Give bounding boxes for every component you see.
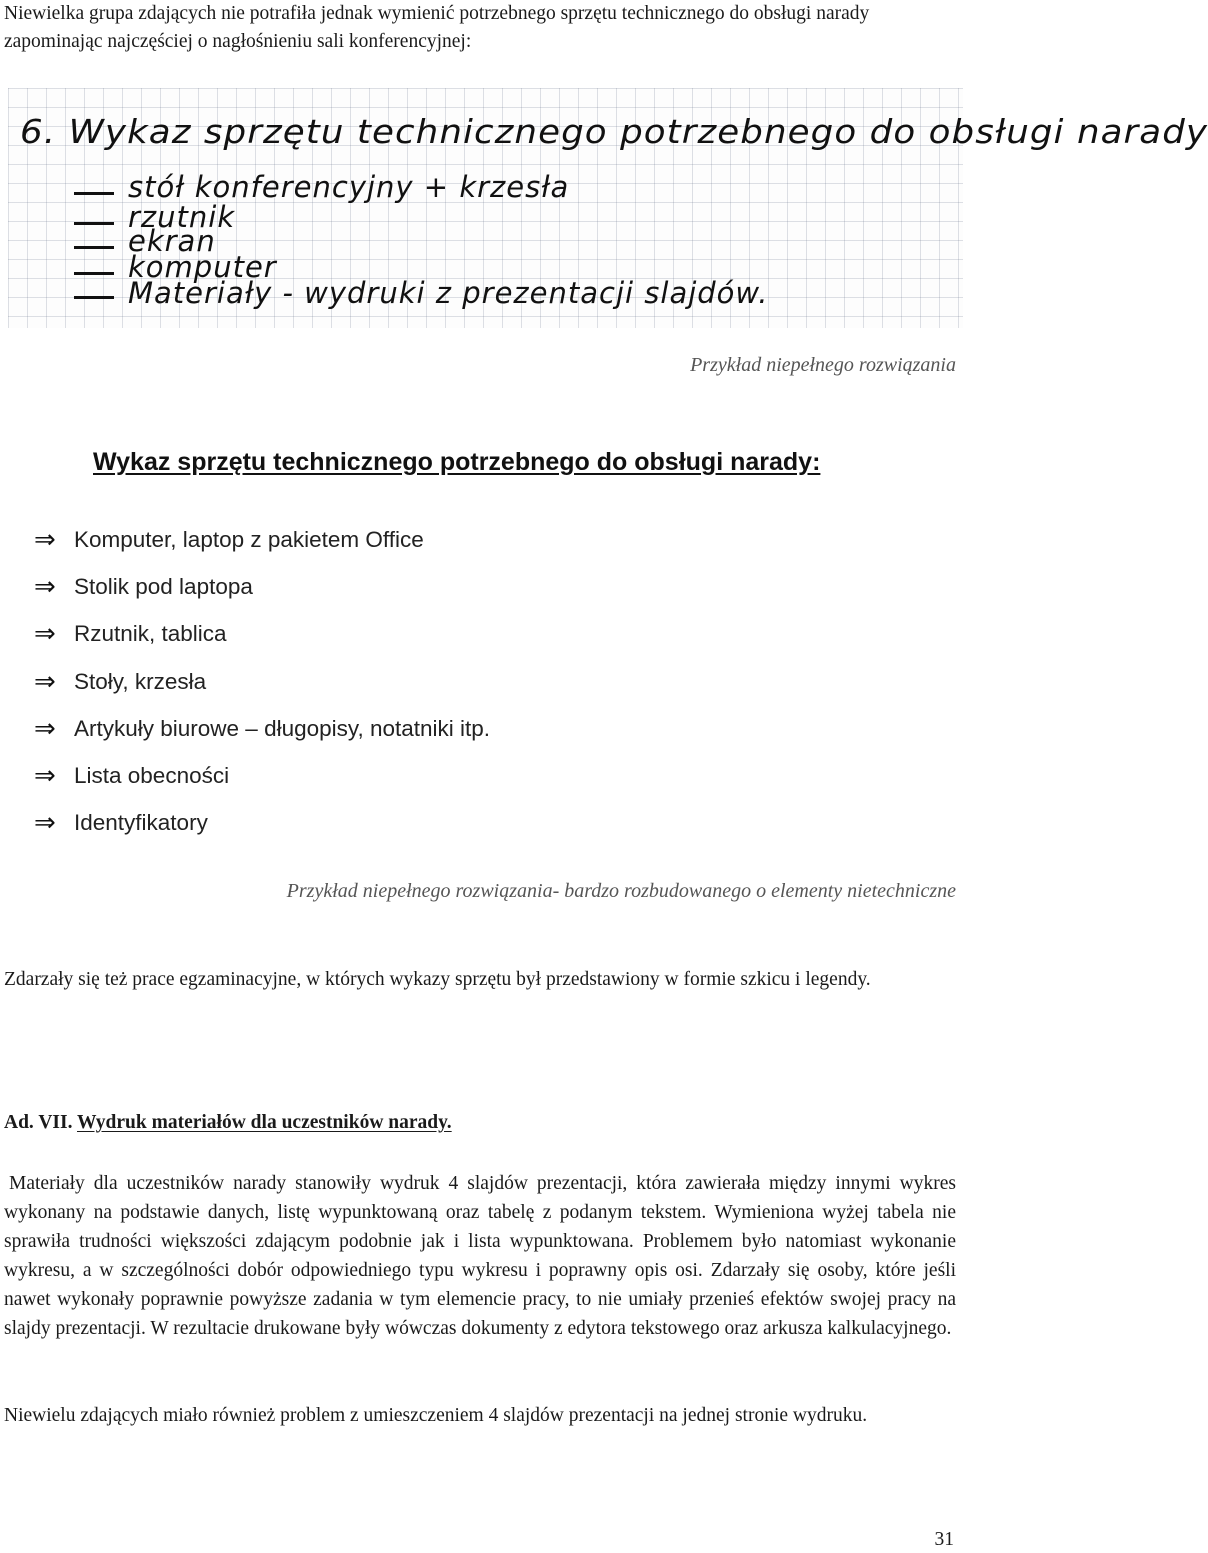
list-item [34,611,490,658]
caption-extended-solution: Przykład niepełnego rozwiązania- bardzo rozbudowanego o elementy nietechniczne [286,880,956,902]
paragraph-last: Niewielu zdających miało również problem z umieszczeniem 4 slajdów prezentacji na jednej stronie wydruku. [4,1405,868,1426]
handwritten-item: ekran [128,224,216,258]
handwritten-dash [74,272,114,275]
arrow-right-icon: ⇒ [34,571,56,602]
list-item [34,516,490,563]
handwritten-item: Materiały - wydruki z prezentacji slajdów. [128,276,769,310]
intro-paragraph: Niewielka grupa zdających nie potrafiła jednak wymienić potrzebnego sprzętu technicznego do obsługi narady zapominając najczęściej o nagłośnieniu sali konferencyjnej: [4,3,870,52]
handwritten-item: stół konferencyjny + krzesła [128,170,570,204]
arrow-right-icon: ⇒ [34,713,56,744]
page-number: 31 [934,1529,954,1550]
caption-incomplete-solution: Przykład niepełnego rozwiązania [690,354,956,376]
list-item-label: Identyfikatory [74,810,208,836]
list-item-label: Rzutnik, tablica [74,621,227,647]
list-item-label: Artykuły biurowe – długopisy, notatniki itp. [74,715,491,741]
list-item [34,563,490,610]
section-heading [4,1112,452,1134]
list-item-label: Stolik pod laptopa [74,573,253,599]
handwritten-dash [74,192,114,195]
section-heading-title: Wydruk materiałów dla uczestników narady. [77,1112,452,1133]
arrow-right-icon: ⇒ [34,808,56,839]
handwritten-dash [74,222,114,225]
arrow-right-icon: ⇒ [34,619,56,650]
list-item [34,658,490,705]
section-heading-prefix: Ad. VII. [4,1112,73,1133]
handwritten-item: komputer [128,250,277,284]
handwritten-item: rzutnik [128,200,236,234]
list-item-label: Lista obecności [74,763,230,789]
arrow-right-icon: ⇒ [34,666,56,697]
list-item [34,705,490,752]
printed-equipment-list [34,516,490,847]
arrow-right-icon: ⇒ [34,524,56,555]
list-item [34,800,490,847]
arrow-right-icon: ⇒ [34,761,56,792]
paragraph-sketch: Zdarzały się też prace egzaminacyjne, w których wykazy sprzętu był przedstawiony w formie szkicu i legendy. [4,969,871,990]
paragraph-main: Materiały dla uczestników narady stanowiły wydruk 4 slajdów prezentacji, która zawierała między innymi wykres wykonany na podstawie danych, listę wypunktowaną oraz tabelę z podanym tekstem. Wymieniona wyżej tabela nie sprawiła trudności większości zdającym podobnie jak i lista wypunktowana. Problemem było natomiast wykonanie wykresu, a w szczególności dobór odpowiedniego typu wykresu i poprawny opis osi. Zdarzały się osoby, które jeśli nawet wykonały poprawnie powyższe zadania w tym elemencie pracy, to nie umiały przenieś efektów swojej pracy na slajdy prezentacji. W rezultacie drukowane były wówczas dokumenty z edytora tekstowego oraz arkusza kalkulacyjnego. [4,1173,956,1339]
handwritten-list-scan [8,88,1208,328]
handwritten-title: 6. Wykaz sprzętu technicznego potrzebnego do obsługi narady [20,112,1208,151]
handwritten-dash [74,296,114,299]
list-item-label: Komputer, laptop z pakietem Office [74,526,424,552]
printed-list-title: Wykaz sprzętu technicznego potrzebnego do obsługi narady: [93,448,821,476]
list-item-label: Stoły, krzesła [74,668,207,694]
handwritten-dash [74,246,114,249]
list-item [34,752,490,799]
